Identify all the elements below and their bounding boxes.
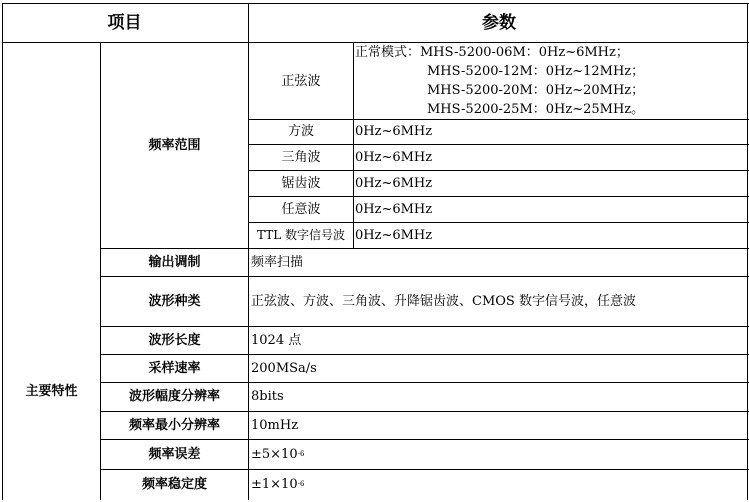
rule-v [353,42,354,248]
square-label: 方波 [287,124,314,139]
triangle-value: 0Hz~6MHz [355,149,433,165]
rule-h [100,382,749,383]
rule-h [100,326,749,327]
amp-res-value: 8bits [251,389,284,404]
rule-h [249,144,749,145]
modulation-label: 输出调制 [148,254,201,270]
freq-err-value [249,439,749,469]
arbitrary-value: 0Hz~6MHz [355,201,433,217]
rule-h [100,411,749,412]
arbitrary-label: 任意波 [281,201,321,217]
rule-h [2,42,749,43]
freq-stab-value [249,469,749,500]
rule-h [249,222,749,223]
sine-line-2: MHS-5200-12M：0Hz~12MHz； [427,64,645,79]
rule-h [100,439,749,440]
rule-h [100,276,749,277]
sine-value [353,43,749,119]
sine-label: 正弦波 [281,73,321,89]
rule-h [100,469,749,470]
group-label: 主要特性 [25,383,78,399]
freq-stab-exp: -6 [297,480,305,488]
rule-h [100,354,749,355]
ttl-label: TTL 数字信号波 [256,228,345,242]
freq-err-label: 频率误差 [148,446,201,462]
header-item: 项目 [107,13,142,33]
freq-stab-base: ±1×10 [251,477,298,492]
freq-stab-label: 频率稳定度 [141,477,207,492]
wave-types-label: 波形种类 [148,293,201,309]
rule-v [2,3,3,500]
rule-h [249,196,749,197]
header-param: 参数 [482,13,516,33]
sawtooth-label: 锯齿波 [281,175,321,191]
rule-v [747,3,748,500]
freq-res-value: 10mHz [251,417,299,433]
rule-h [249,119,749,120]
sine-line-4: MHS-5200-25M：0Hz~25MHz。 [427,102,645,117]
rule-v [100,42,101,500]
sawtooth-value: 0Hz~6MHz [355,175,433,191]
sine-line-3: MHS-5200-20M：0Hz~20MHz； [427,83,645,98]
rule-v [248,3,249,500]
sample-rate-value: 200MSa/s [251,360,317,376]
freq-res-label: 频率最小分辨率 [128,417,220,433]
sine-line-1: 正常模式：MHS-5200-06M：0Hz~6MHz； [355,45,629,60]
freq-err-base: ±5×10 [251,446,298,462]
rule-h [249,170,749,171]
freq-err-exp: -6 [297,449,305,458]
rule-h [100,248,749,249]
rule-h [2,3,749,4]
ttl-value: 0Hz~6MHz [355,227,433,243]
wave-types-value: 正弦波、方波、三角波、升降锯齿波、CMOS 数字信号波，任意波 [251,293,636,309]
amp-res-label: 波形幅度分辨率 [128,389,220,404]
sample-rate-label: 采样速率 [148,360,201,376]
modulation-value: 频率扫描 [251,254,304,270]
freq-range-label: 频率范围 [148,138,201,153]
triangle-label: 三角波 [281,149,321,165]
wave-length-label: 波形长度 [148,332,201,348]
wave-length-value: 1024 点 [251,332,302,348]
square-value: 0Hz~6MHz [355,124,433,139]
